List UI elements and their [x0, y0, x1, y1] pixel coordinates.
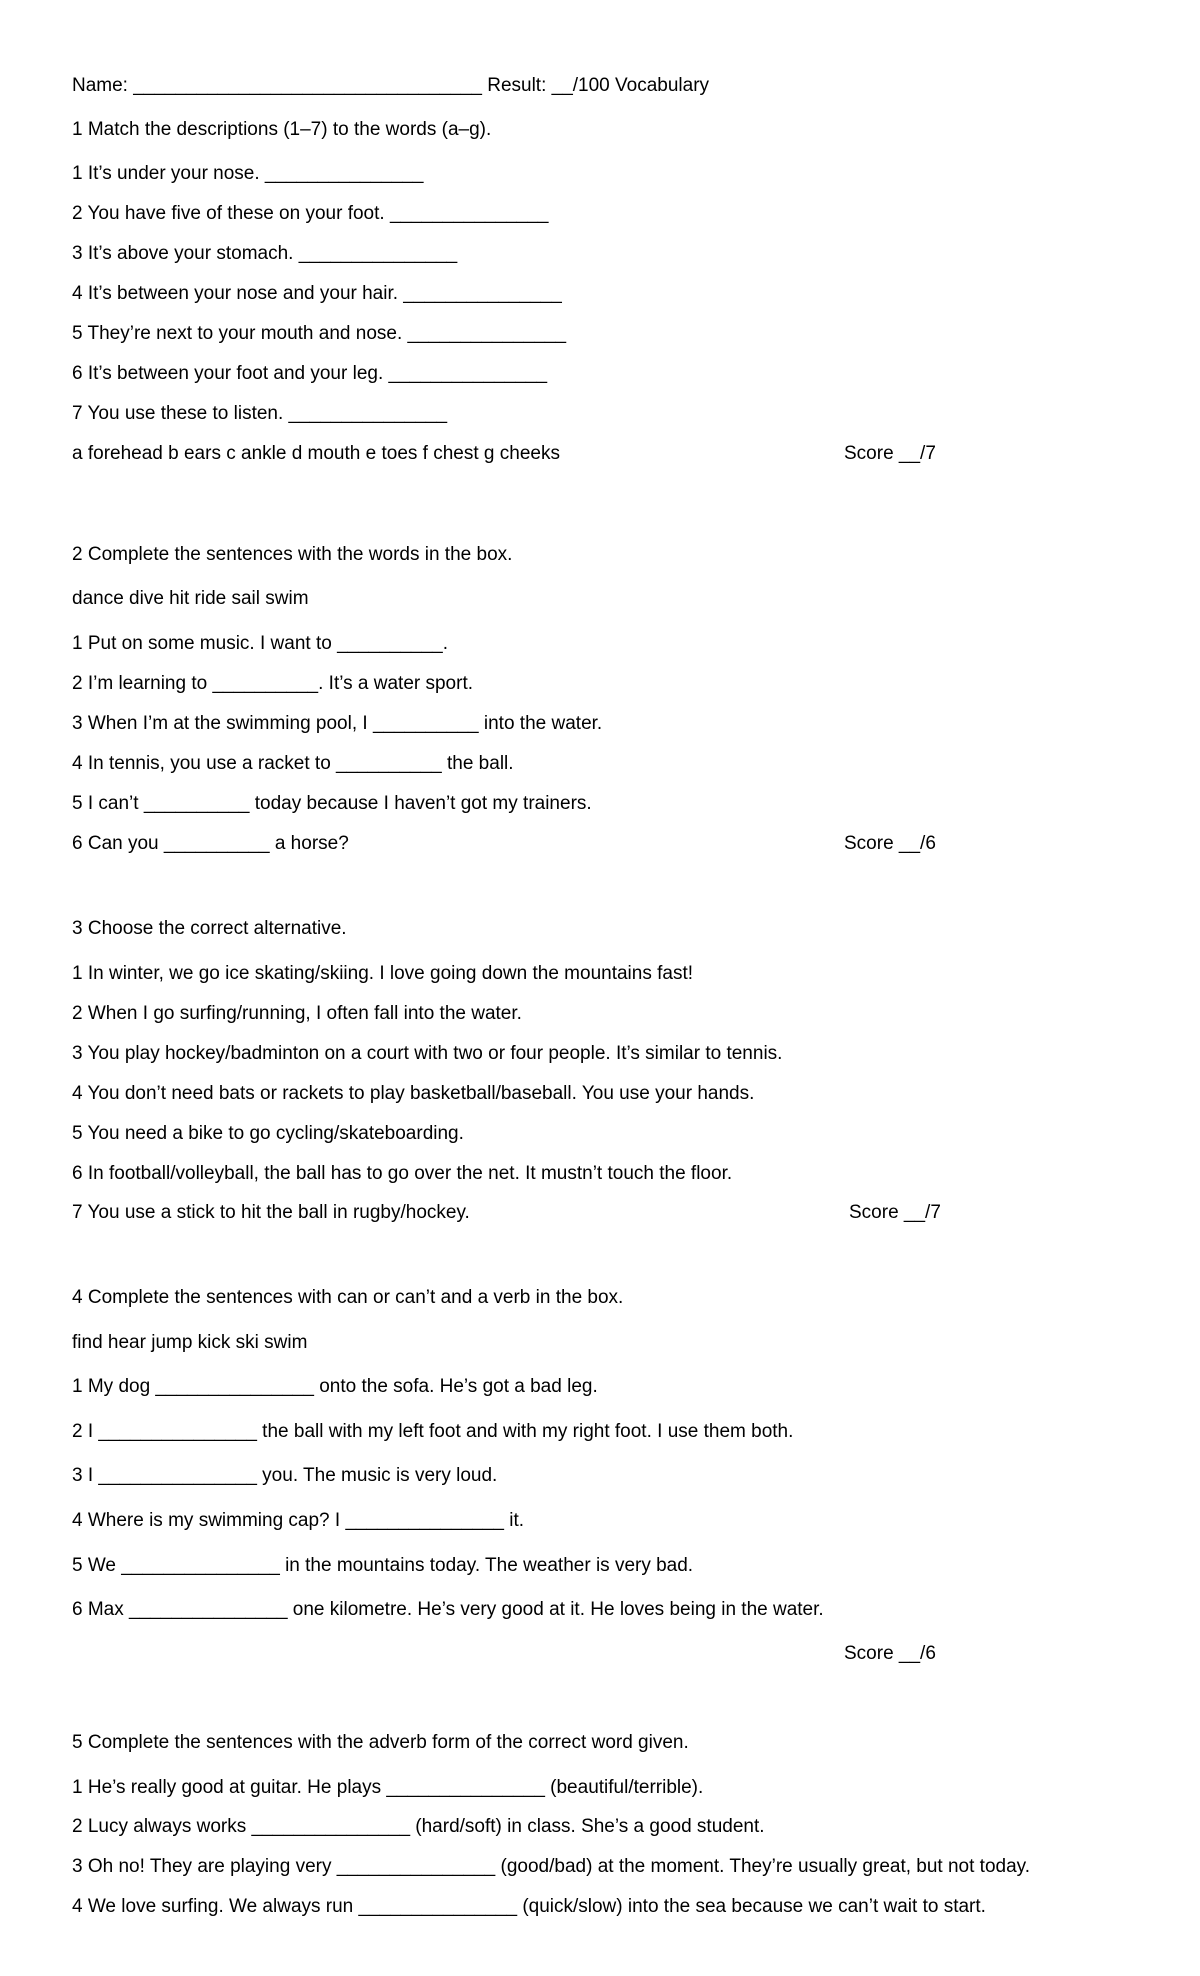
section-1-item-7: 7 You use these to listen. _______________	[72, 403, 448, 424]
section-3-item-4: 4 You don’t need bats or rackets to play basketball/baseball. You use your hands.	[72, 1083, 755, 1104]
section-2-item-3: 3 When I’m at the swimming pool, I __________ into the water.	[72, 713, 603, 734]
section-1-item-5: 5 They’re next to your mouth and nose. _______________	[72, 323, 567, 344]
section-1-item-1: 1 It’s under your nose. _______________	[72, 163, 424, 184]
section-2-item-4: 4 In tennis, you use a racket to __________ the ball.	[72, 753, 514, 774]
section-4-word-box: find hear jump kick ski swim	[72, 1332, 308, 1353]
section-1-item-3: 3 It’s above your stomach. _______________	[72, 243, 458, 264]
section-3-item-6: 6 In football/volleyball, the ball has to go over the net. It mustn’t touch the floor.	[72, 1163, 733, 1184]
section-2-item-1: 1 Put on some music. I want to __________.	[72, 633, 449, 654]
section-3-item-7: 7 You use a stick to hit the ball in rugby/hockey.	[72, 1202, 470, 1223]
section-4-item-3: 3 I _______________ you. The music is very loud.	[72, 1465, 498, 1486]
section-2-item-2: 2 I’m learning to __________. It’s a water sport.	[72, 673, 474, 694]
section-5-instruction: 5 Complete the sentences with the adverb form of the correct word given.	[72, 1732, 689, 1753]
section-2-instruction: 2 Complete the sentences with the words in the box.	[72, 544, 513, 565]
section-2-score: Score __/6	[844, 833, 936, 854]
section-1-item-4: 4 It’s between your nose and your hair. _______________	[72, 283, 562, 304]
section-3-item-1: 1 In winter, we go ice skating/skiing. I love going down the mountains fast!	[72, 963, 694, 984]
section-4-score: Score __/6	[844, 1643, 936, 1664]
section-2-word-box: dance dive hit ride sail swim	[72, 588, 309, 609]
section-4-instruction: 4 Complete the sentences with can or can’t and a verb in the box.	[72, 1287, 624, 1308]
name-result-line: Name: _________________________________ Result: __/100 Vocabulary	[72, 75, 710, 96]
section-3-instruction: 3 Choose the correct alternative.	[72, 918, 347, 939]
section-1-item-6: 6 It’s between your foot and your leg. _______________	[72, 363, 548, 384]
section-4-item-2: 2 I _______________ the ball with my left foot and with my right foot. I use them both.	[72, 1421, 794, 1442]
section-4-item-1: 1 My dog _______________ onto the sofa. He’s got a bad leg.	[72, 1376, 598, 1397]
section-1-options: a forehead b ears c ankle d mouth e toes f chest g cheeks	[72, 443, 560, 464]
section-5-item-2: 2 Lucy always works _______________ (hard/soft) in class. She’s a good student.	[72, 1816, 765, 1837]
section-1-item-2: 2 You have five of these on your foot. _______________	[72, 203, 549, 224]
section-1-instruction: 1 Match the descriptions (1–7) to the words (a–g).	[72, 119, 492, 140]
section-5-item-3: 3 Oh no! They are playing very _______________ (good/bad) at the moment. They’re usually great, but not today.	[72, 1856, 1031, 1877]
section-3-score: Score __/7	[849, 1202, 941, 1223]
section-3-item-5: 5 You need a bike to go cycling/skateboarding.	[72, 1123, 464, 1144]
section-4-item-4: 4 Where is my swimming cap? I _______________ it.	[72, 1510, 525, 1531]
section-2-item-6: 6 Can you __________ a horse?	[72, 833, 349, 854]
section-4-item-5: 5 We _______________ in the mountains today. The weather is very bad.	[72, 1555, 694, 1576]
section-5-item-1: 1 He’s really good at guitar. He plays _______________ (beautiful/terrible).	[72, 1777, 704, 1798]
section-2-item-5: 5 I can’t __________ today because I haven’t got my trainers.	[72, 793, 592, 814]
section-3-item-2: 2 When I go surfing/running, I often fall into the water.	[72, 1003, 522, 1024]
section-1-score: Score __/7	[844, 443, 936, 464]
section-3-item-3: 3 You play hockey/badminton on a court with two or four people. It’s similar to tennis.	[72, 1043, 783, 1064]
section-5-item-4: 4 We love surfing. We always run _______________ (quick/slow) into the sea because we can’t wait to start.	[72, 1896, 986, 1917]
section-4-item-6: 6 Max _______________ one kilometre. He’s very good at it. He loves being in the water.	[72, 1599, 824, 1620]
